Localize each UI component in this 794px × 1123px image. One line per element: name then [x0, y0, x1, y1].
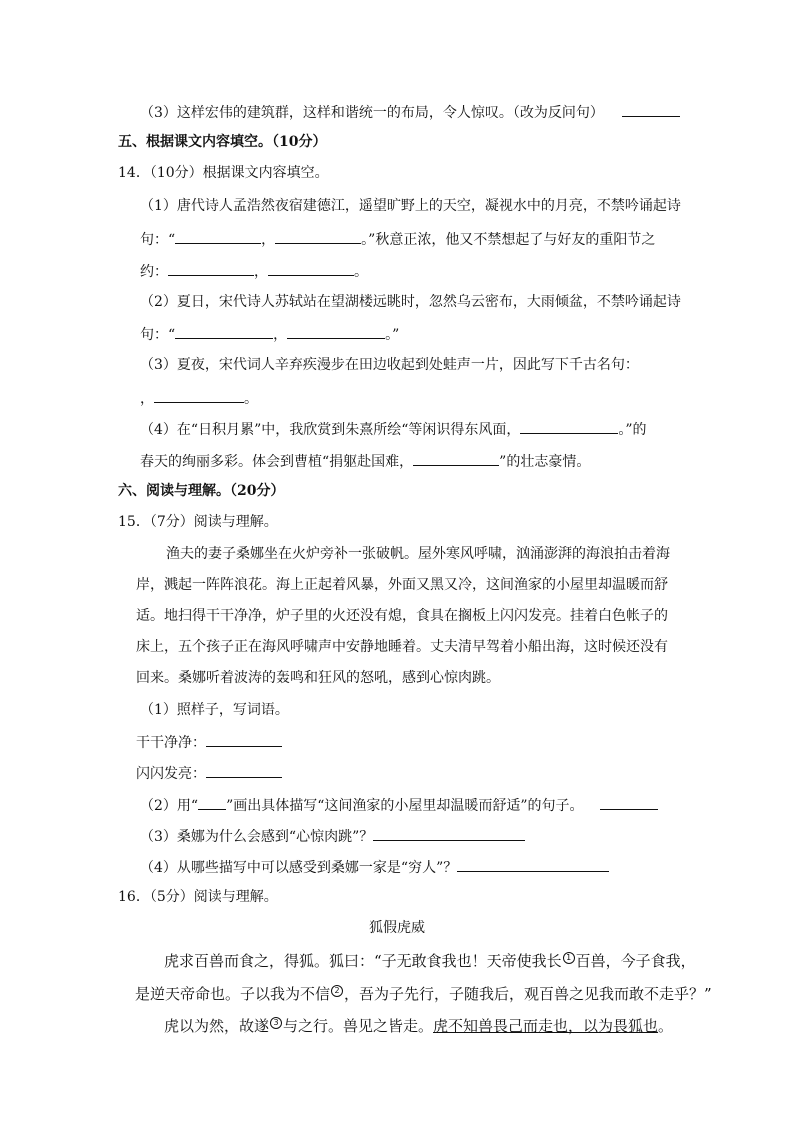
underlined-sentence: 虎不知兽畏己而走也，以为畏狐也	[433, 1017, 659, 1035]
answer-blank[interactable]	[622, 101, 680, 117]
answer-blank[interactable]	[373, 825, 525, 841]
note-marker-3: 3	[270, 1017, 282, 1029]
answer-blank[interactable]	[175, 228, 261, 244]
question-15-1-item-b: 闪闪发亮：	[136, 762, 282, 784]
passage-16-title: 狐假虎威	[369, 920, 425, 936]
answer-blank[interactable]	[287, 323, 385, 339]
question-14-4-line-1: （4）在“日积月累”中，我欣赏到朱熹所绘“等闲识得东风面， 。”的	[140, 418, 647, 440]
question-15: 15．（7分）阅读与理解。	[118, 514, 278, 530]
question-15-1: （1）照样子，写词语。	[140, 702, 289, 718]
answer-blank[interactable]	[206, 762, 282, 778]
answer-blank[interactable]	[275, 228, 361, 244]
question-15-1-item-a: 干干净净：	[136, 731, 282, 753]
question-14-2-line-2: 句：“ ， 。”	[140, 323, 399, 345]
underline-sample	[198, 794, 226, 810]
passage-16-line-1: 虎求百兽而食之，得狐。狐曰：“子无敢食我也！天帝使我长 1 百兽，今子食我，	[164, 952, 696, 970]
question-13-3: （3）这样宏伟的建筑群，这样和谐统一的布局，令人惊叹。（改为反问句）	[140, 101, 680, 123]
answer-blank[interactable]	[175, 323, 273, 339]
note-marker-1: 1	[563, 952, 575, 964]
question-15-3: （3）桑娜为什么会感到“心惊肉跳”？	[140, 825, 525, 847]
question-14-1-line-2: 句：“ ， 。”秋意正浓，他又不禁想起了与好友的重阳节之	[140, 228, 655, 250]
question-14-3-line-2: ， 。	[140, 387, 258, 409]
question-15-2: （2）用“ ”画出具体描写“这间渔家的小屋里却温暖而舒适”的句子。	[140, 794, 658, 816]
question-14-3-line-1: （3）夏夜，宋代词人辛弃疾漫步在田边收起到处蛙声一片，因此写下千古名句：	[140, 357, 639, 373]
question-14-1-line-1: （1）唐代诗人孟浩然夜宿建德江，遥望旷野上的天空，凝视水中的月亮，不禁吟诵起诗	[140, 198, 681, 214]
passage-15-line-4: 床上，五个孩子正在海风呼啸声中安静地睡着。丈夫清早驾着小船出海，这时候还没有	[136, 639, 668, 655]
section-6-heading: 六、阅读与理解。（20分）	[118, 483, 285, 499]
passage-16-line-3: 虎以为然，故遂 3 与之行。兽见之皆走。虎不知兽畏己而走也，以为畏狐也。	[164, 1017, 674, 1035]
passage-16-line-2: 是逆天帝命也。子以我为不信 2 ，吾为子先行，子随我后，观百兽之见我而敢不走乎？”	[135, 985, 712, 1003]
passage-15-line-3: 适。地扫得干干净净，炉子里的火还没有熄，食具在搁板上闪闪发亮。挂着白色帐子的	[136, 608, 668, 624]
question-14: 14．（10分）根据课文内容填空。	[118, 165, 329, 181]
section-5-heading: 五、根据课文内容填空。（10分）	[118, 134, 327, 150]
passage-15-line-2: 岸，溅起一阵阵浪花。海上正起着风暴，外面又黑又冷，这间渔家的小屋里却温暖而舒	[136, 577, 668, 593]
answer-blank[interactable]	[413, 450, 499, 466]
answer-blank[interactable]	[457, 856, 609, 872]
passage-15-line-1: 渔夫的妻子桑娜坐在火炉旁补一张破帆。屋外寒风呼啸，汹涌澎湃的海浪拍击着海	[166, 546, 670, 562]
question-14-4-line-2: 春天的绚丽多彩。体会到曹植“捐躯赴国难， ”的壮志豪情。	[140, 450, 590, 472]
answer-blank[interactable]	[154, 387, 244, 403]
note-marker-2: 2	[331, 985, 343, 997]
question-14-2-line-1: （2）夏日，宋代诗人苏轼站在望湖楼远眺时，忽然乌云密布，大雨倾盆，不禁吟诵起诗	[140, 294, 681, 310]
question-14-1-line-3: 约： ， 。	[140, 260, 368, 282]
answer-blank[interactable]	[268, 260, 354, 276]
answer-blank[interactable]	[600, 794, 658, 810]
passage-15-line-5: 回来。桑娜听着波涛的轰鸣和狂风的怒吼，感到心惊肉跳。	[136, 670, 500, 686]
question-15-4: （4）从哪些描写中可以感受到桑娜一家是“穷人”？	[140, 856, 609, 878]
answer-blank[interactable]	[168, 260, 254, 276]
answer-blank[interactable]	[520, 418, 618, 434]
question-16: 16．（5分）阅读与理解。	[118, 889, 278, 905]
answer-blank[interactable]	[206, 731, 282, 747]
